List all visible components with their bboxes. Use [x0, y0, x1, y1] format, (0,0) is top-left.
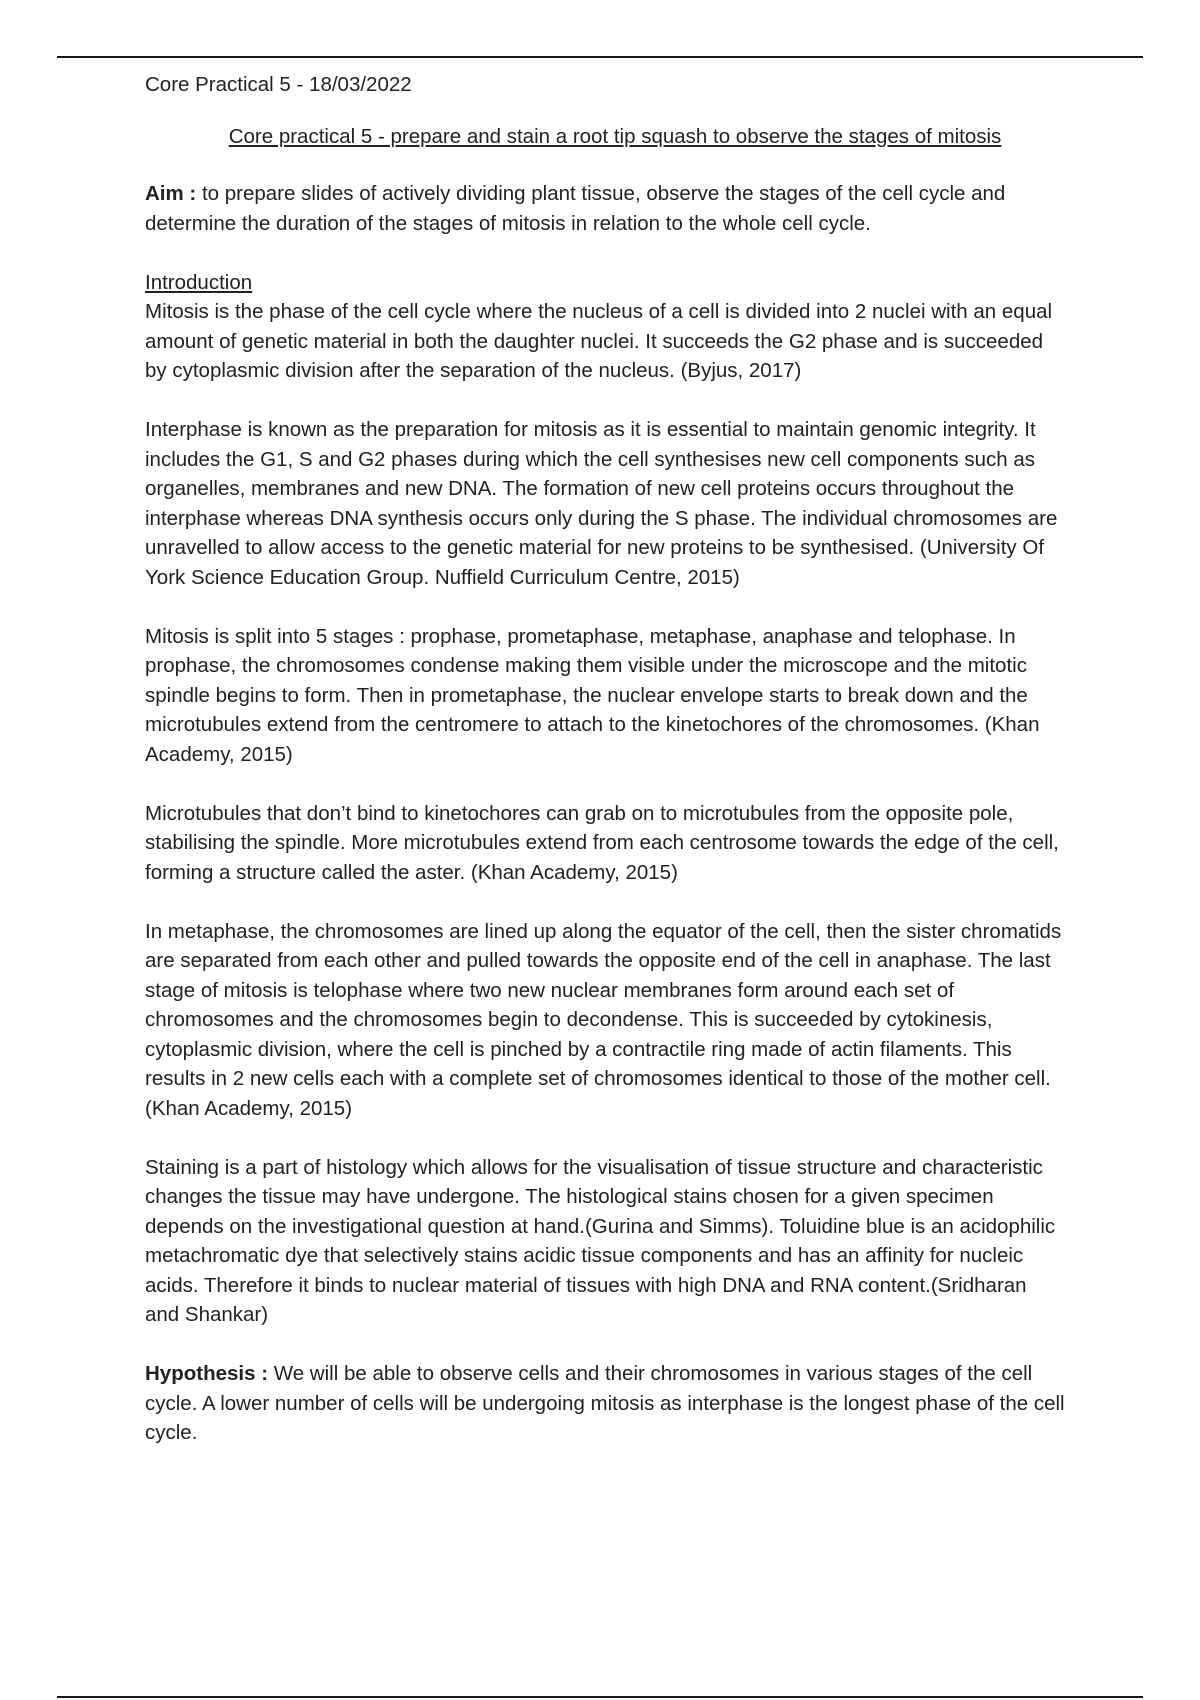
intro-paragraph-5: In metaphase, the chromosomes are lined up along the equator of the cell, then the sister chromatids are separated from each other and pulled towards the opposite end of the cell in anaphase. The last stage of mitosis is telophase where two new nuclear membranes form around each set of chromosomes and the chromosomes begin to decondense. This is succeeded by cytokinesis, cytoplasmic division, where the cell is pinched by a contractile ring made of actin filaments. This results in 2 new cells each with a complete set of chromosomes identical to those of the mother cell. (Khan Academy, 2015)	[145, 919, 1062, 1120]
introduction-heading	[145, 268, 1065, 298]
intro-paragraph-1: Mitosis is the phase of the cell cycle where the nucleus of a cell is divided into 2 nuclei with an equal amount of genetic material in both the daughter nuclei. It succeeds the G2 phase and is succeeded by cytoplasmic division after the separation of the nucleus. (Byjus, 2017)	[145, 300, 1053, 382]
hypothesis-label: Hypothesis :	[145, 1362, 269, 1385]
document-title: Core practical 5 - prepare and stain a root tip squash to observe the stages of mitosis	[228, 124, 1002, 148]
running-header: Core Practical 5 - 18/03/2022	[145, 73, 412, 96]
hypothesis-paragraph	[145, 1359, 1065, 1448]
aim-paragraph	[145, 179, 1065, 238]
introduction-heading-text: Introduction	[145, 270, 253, 294]
aim-label: Aim :	[145, 182, 197, 205]
top-rule	[57, 56, 1143, 58]
hypothesis-text: We will be able to observe cells and their chromosomes in various stages of the cell cycle. A lower number of cells will be undergoing mitosis as interphase is the longest phase of the cell cycle.	[145, 1362, 1065, 1444]
intro-paragraph-6: Staining is a part of histology which allows for the visualisation of tissue structure and characteristic changes the tissue may have undergone. The histological stains chosen for a given specimen depends on the investigational question at hand.(Gurina and Simms). Toluidine blue is an acidophilic metachromatic dye that selectively stains acidic tissue components and has an affinity for nucleic acids. Therefore it binds to nuclear material of tissues with high DNA and RNA content.(Sridharan and Shankar)	[145, 1155, 1056, 1326]
intro-paragraph-2: Interphase is known as the preparation for mitosis as it is essential to maintain genomic integrity. It includes the G1, S and G2 phases during which the cell synthesises new cell components such as organelles, membranes and new DNA. The formation of new cell proteins occurs throughout the interphase whereas DNA synthesis occurs only during the S phase. The individual chromosomes are unravelled to allow access to the genetic material for new proteins to be synthesised. (University Of York Science Education Group. Nuffield Curriculum Centre, 2015)	[145, 418, 1058, 589]
intro-paragraph-4: Microtubules that don’t bind to kinetochores can grab on to microtubules from the opposite pole, stabilising the spindle. More microtubules extend from each centrosome towards the edge of the cell, forming a structure called the aster. (Khan Academy, 2015)	[145, 801, 1059, 884]
bottom-rule	[57, 1696, 1143, 1698]
aim-text: to prepare slides of actively dividing plant tissue, observe the stages of the cell cycle and determine the duration of the stages of mitosis in relation to the whole cell cycle.	[145, 182, 1006, 235]
page-content	[145, 70, 1065, 1477]
intro-paragraph-3: Mitosis is split into 5 stages : prophase, prometaphase, metaphase, anaphase and telophase. In prophase, the chromosomes condense making them visible under the microscope and the mitotic spindle begins to form. Then in prometaphase, the nuclear envelope starts to break down and the microtubules extend from the centromere to attach to the kinetochores of the chromosomes. (Khan Academy, 2015)	[145, 624, 1040, 766]
